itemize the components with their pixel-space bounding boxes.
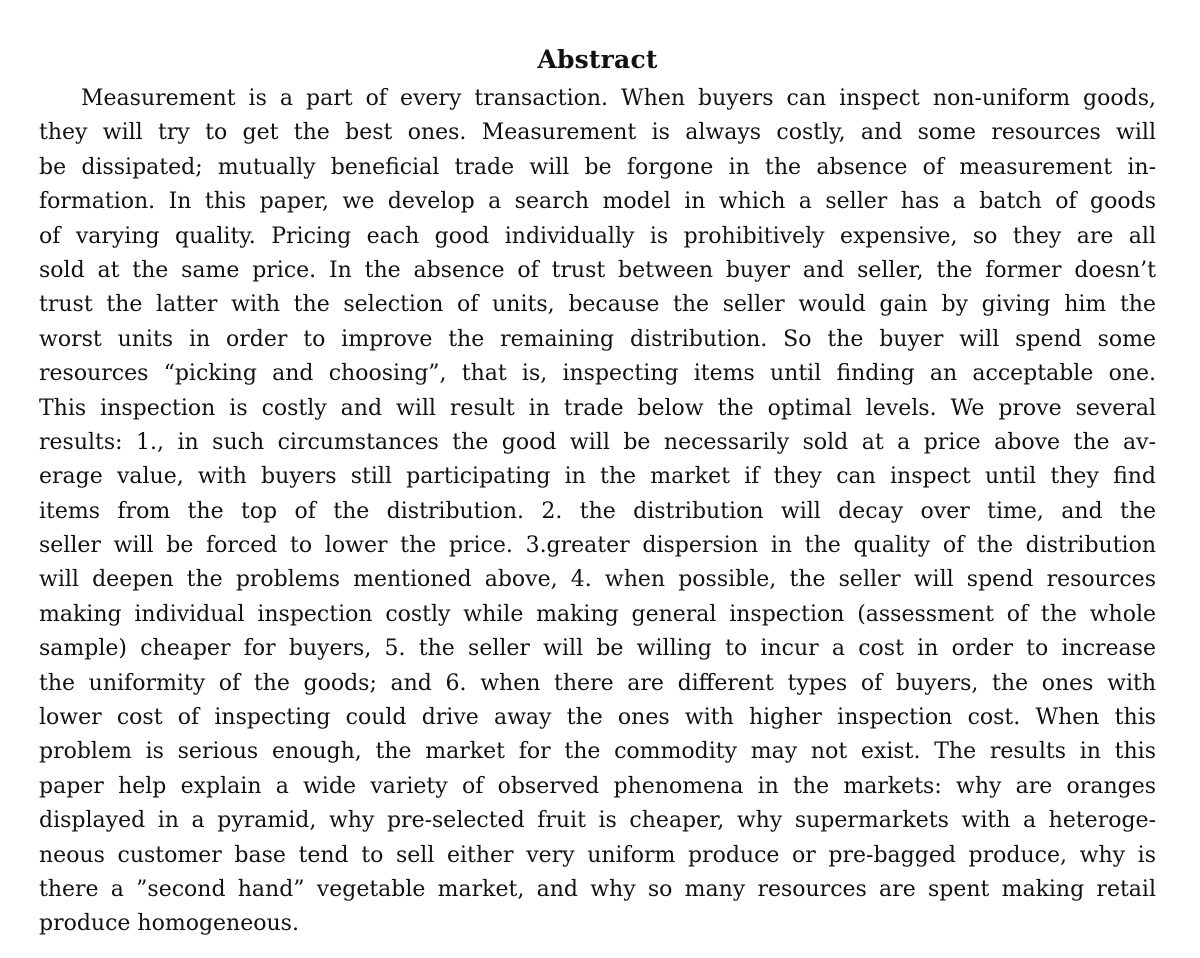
abstract-line: resources “picking and choosing”, that is, inspecting items until finding an acceptable one. xyxy=(39,361,1156,387)
abstract-section xyxy=(39,40,1156,942)
abstract-line: paper help explain a wide variety of observed phenomena in the markets: why are oranges xyxy=(39,773,1156,799)
abstract-line: lower cost of inspecting could drive away the ones with higher inspection cost. When this xyxy=(39,705,1156,731)
abstract-line: of varying quality. Pricing each good individually is prohibitively expensive, so they are all xyxy=(39,223,1156,249)
abstract-line: formation. In this paper, we develop a search model in which a seller has a batch of goods xyxy=(39,189,1156,215)
abstract-line: Measurement is a part of every transaction. When buyers can inspect non-uniform goods, xyxy=(81,86,1156,111)
abstract-line: items from the top of the distribution. 2. the distribution will decay over time, and the xyxy=(39,498,1156,524)
abstract-line: problem is serious enough, the market for the commodity may not exist. The results in this xyxy=(39,739,1156,765)
abstract-paragraph xyxy=(39,82,1156,942)
abstract-line: neous customer base tend to sell either very uniform produce or pre-bagged produce, why is xyxy=(39,842,1156,868)
abstract-line: This inspection is costly and will result in trade below the optimal levels. We prove several xyxy=(39,395,1156,421)
abstract-line: the uniformity of the goods; and 6. when there are different types of buyers, the ones with xyxy=(39,670,1156,696)
abstract-line: trust the latter with the selection of units, because the seller would gain by giving him the xyxy=(39,292,1156,318)
abstract-line: they will try to get the best ones. Measurement is always costly, and some resources will xyxy=(39,120,1156,146)
abstract-line: sold at the same price. In the absence of trust between buyer and seller, the former doesn’t xyxy=(39,257,1156,283)
abstract-line: erage value, with buyers still participating in the market if they can inspect until they find xyxy=(39,464,1156,490)
abstract-title: Abstract xyxy=(537,45,658,74)
abstract-line: making individual inspection costly while making general inspection (assessment of the whole xyxy=(39,601,1156,627)
abstract-line: produce homogeneous. xyxy=(39,911,299,937)
abstract-line: results: 1., in such circumstances the good will be necessarily sold at a price above the av- xyxy=(39,429,1156,455)
abstract-line: seller will be forced to lower the price. 3.greater dispersion in the quality of the distribution xyxy=(39,533,1156,559)
abstract-line: sample) cheaper for buyers, 5. the seller will be willing to incur a cost in order to increase xyxy=(39,636,1156,662)
abstract-line: will deepen the problems mentioned above, 4. when possible, the seller will spend resources xyxy=(39,567,1156,593)
abstract-line: there a ”second hand” vegetable market, and why so many resources are spent making retail xyxy=(39,876,1156,902)
abstract-line: be dissipated; mutually beneficial trade will be forgone in the absence of measurement in- xyxy=(39,154,1156,180)
abstract-line: displayed in a pyramid, why pre-selected fruit is cheaper, why supermarkets with a heteroge- xyxy=(39,808,1156,834)
abstract-line: worst units in order to improve the remaining distribution. So the buyer will spend some xyxy=(39,326,1156,352)
